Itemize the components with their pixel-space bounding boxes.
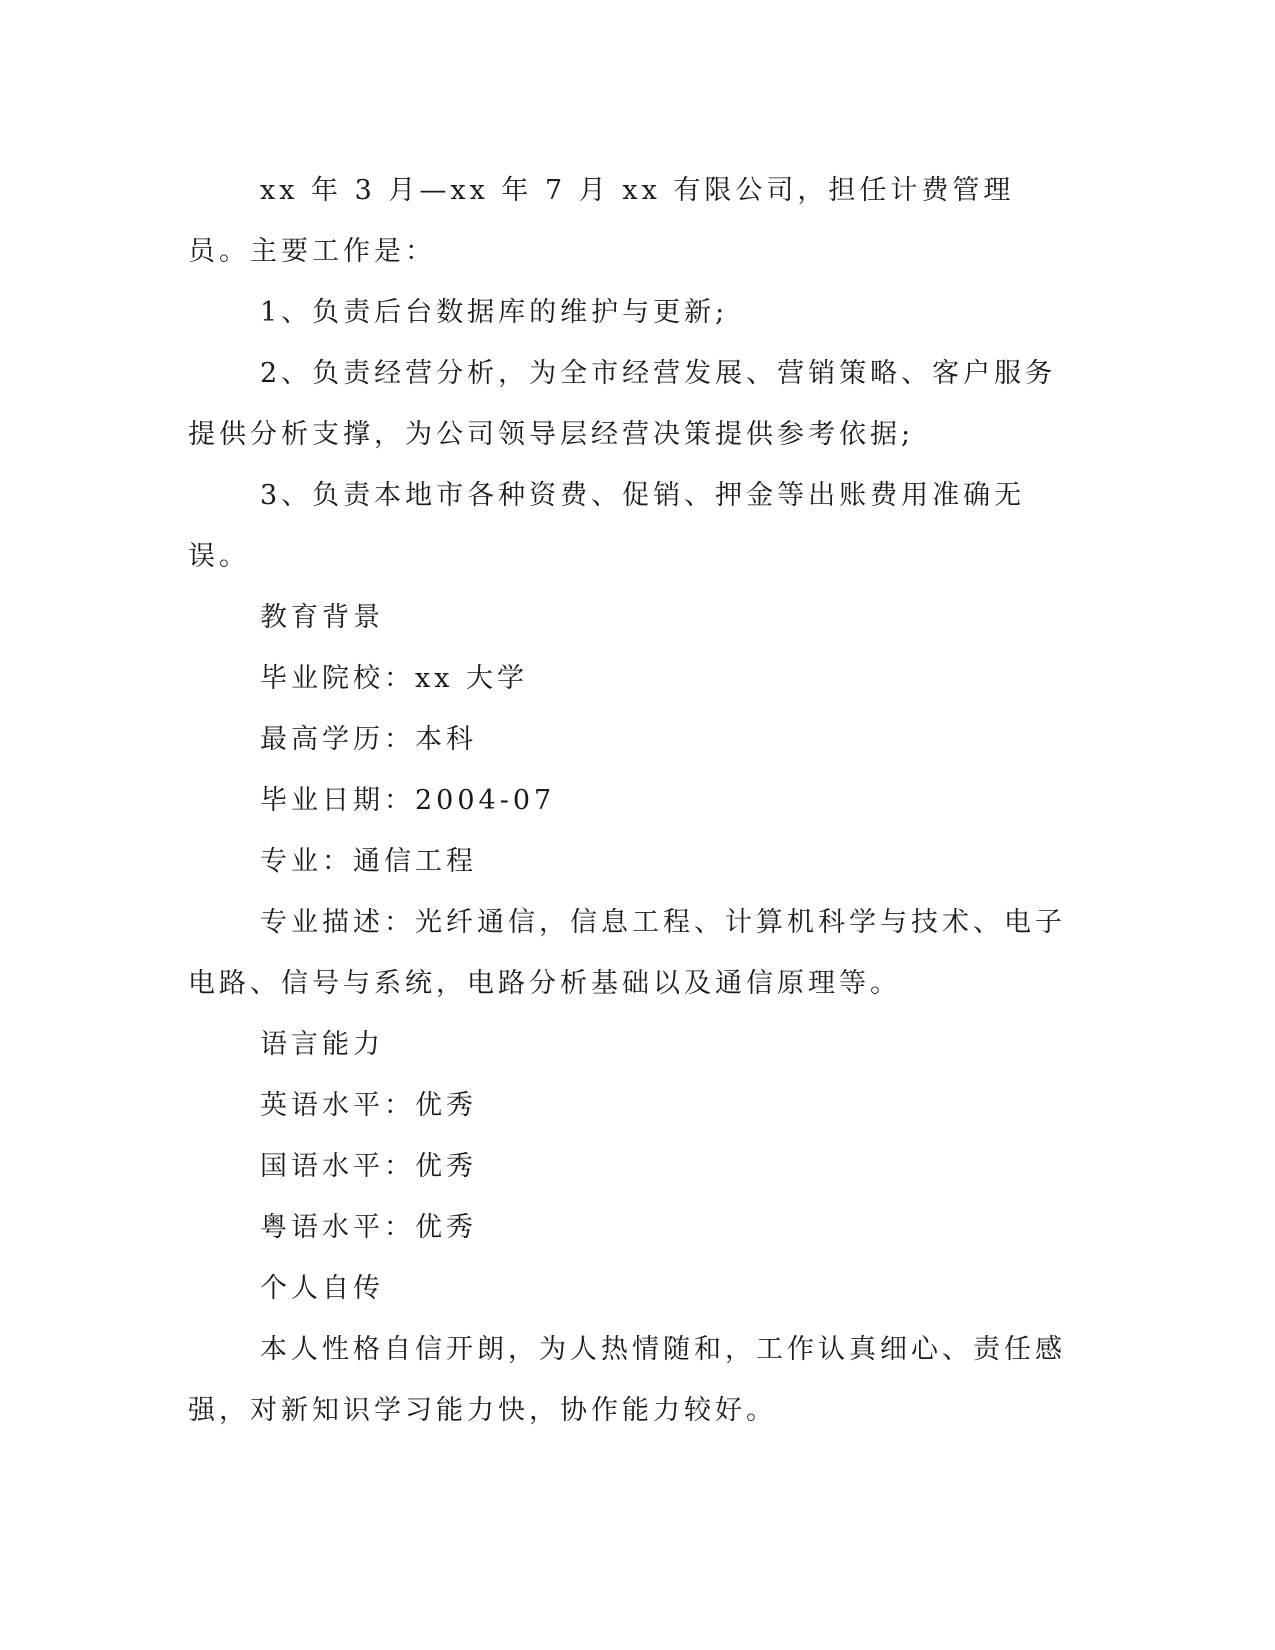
major: 专业：通信工程 [260,846,477,877]
work-period-paragraph: xx 年 3 月—xx 年 7 月 xx 有限公司，担任计费管理员。主要工作是： [188,175,1015,267]
section-heading-language: 语言能力 [260,1029,384,1060]
cantonese-level: 粤语水平：优秀 [260,1212,477,1243]
document-body [188,160,1068,1441]
duty-item-1: 1、负责后台数据库的维护与更新; [260,297,729,328]
mandarin-level: 国语水平：优秀 [260,1151,477,1182]
section-heading-education: 教育背景 [260,602,384,633]
major-description: 专业描述：光纤通信，信息工程、计算机科学与技术、电子电路、信号与系统，电路分析基础以及通信原理等。 [188,907,1066,999]
graduate-school: 毕业院校：xx 大学 [260,663,529,694]
self-introduction-text: 本人性格自信开朗，为人热情随和，工作认真细心、责任感强，对新知识学习能力快，协作能力较好。 [188,1334,1066,1426]
highest-degree: 最高学历：本科 [260,724,477,755]
duty-item-3: 3、负责本地市各种资费、促销、押金等出账费用准确无误。 [188,480,1026,572]
graduation-date: 毕业日期：2004-07 [260,785,556,816]
section-heading-self-introduction: 个人自传 [260,1273,384,1304]
english-level: 英语水平：优秀 [260,1090,477,1121]
duty-item-2: 2、负责经营分析，为全市经营发展、营销策略、客户服务提供分析支撑，为公司领导层经营决策提供参考依据; [188,358,1057,450]
